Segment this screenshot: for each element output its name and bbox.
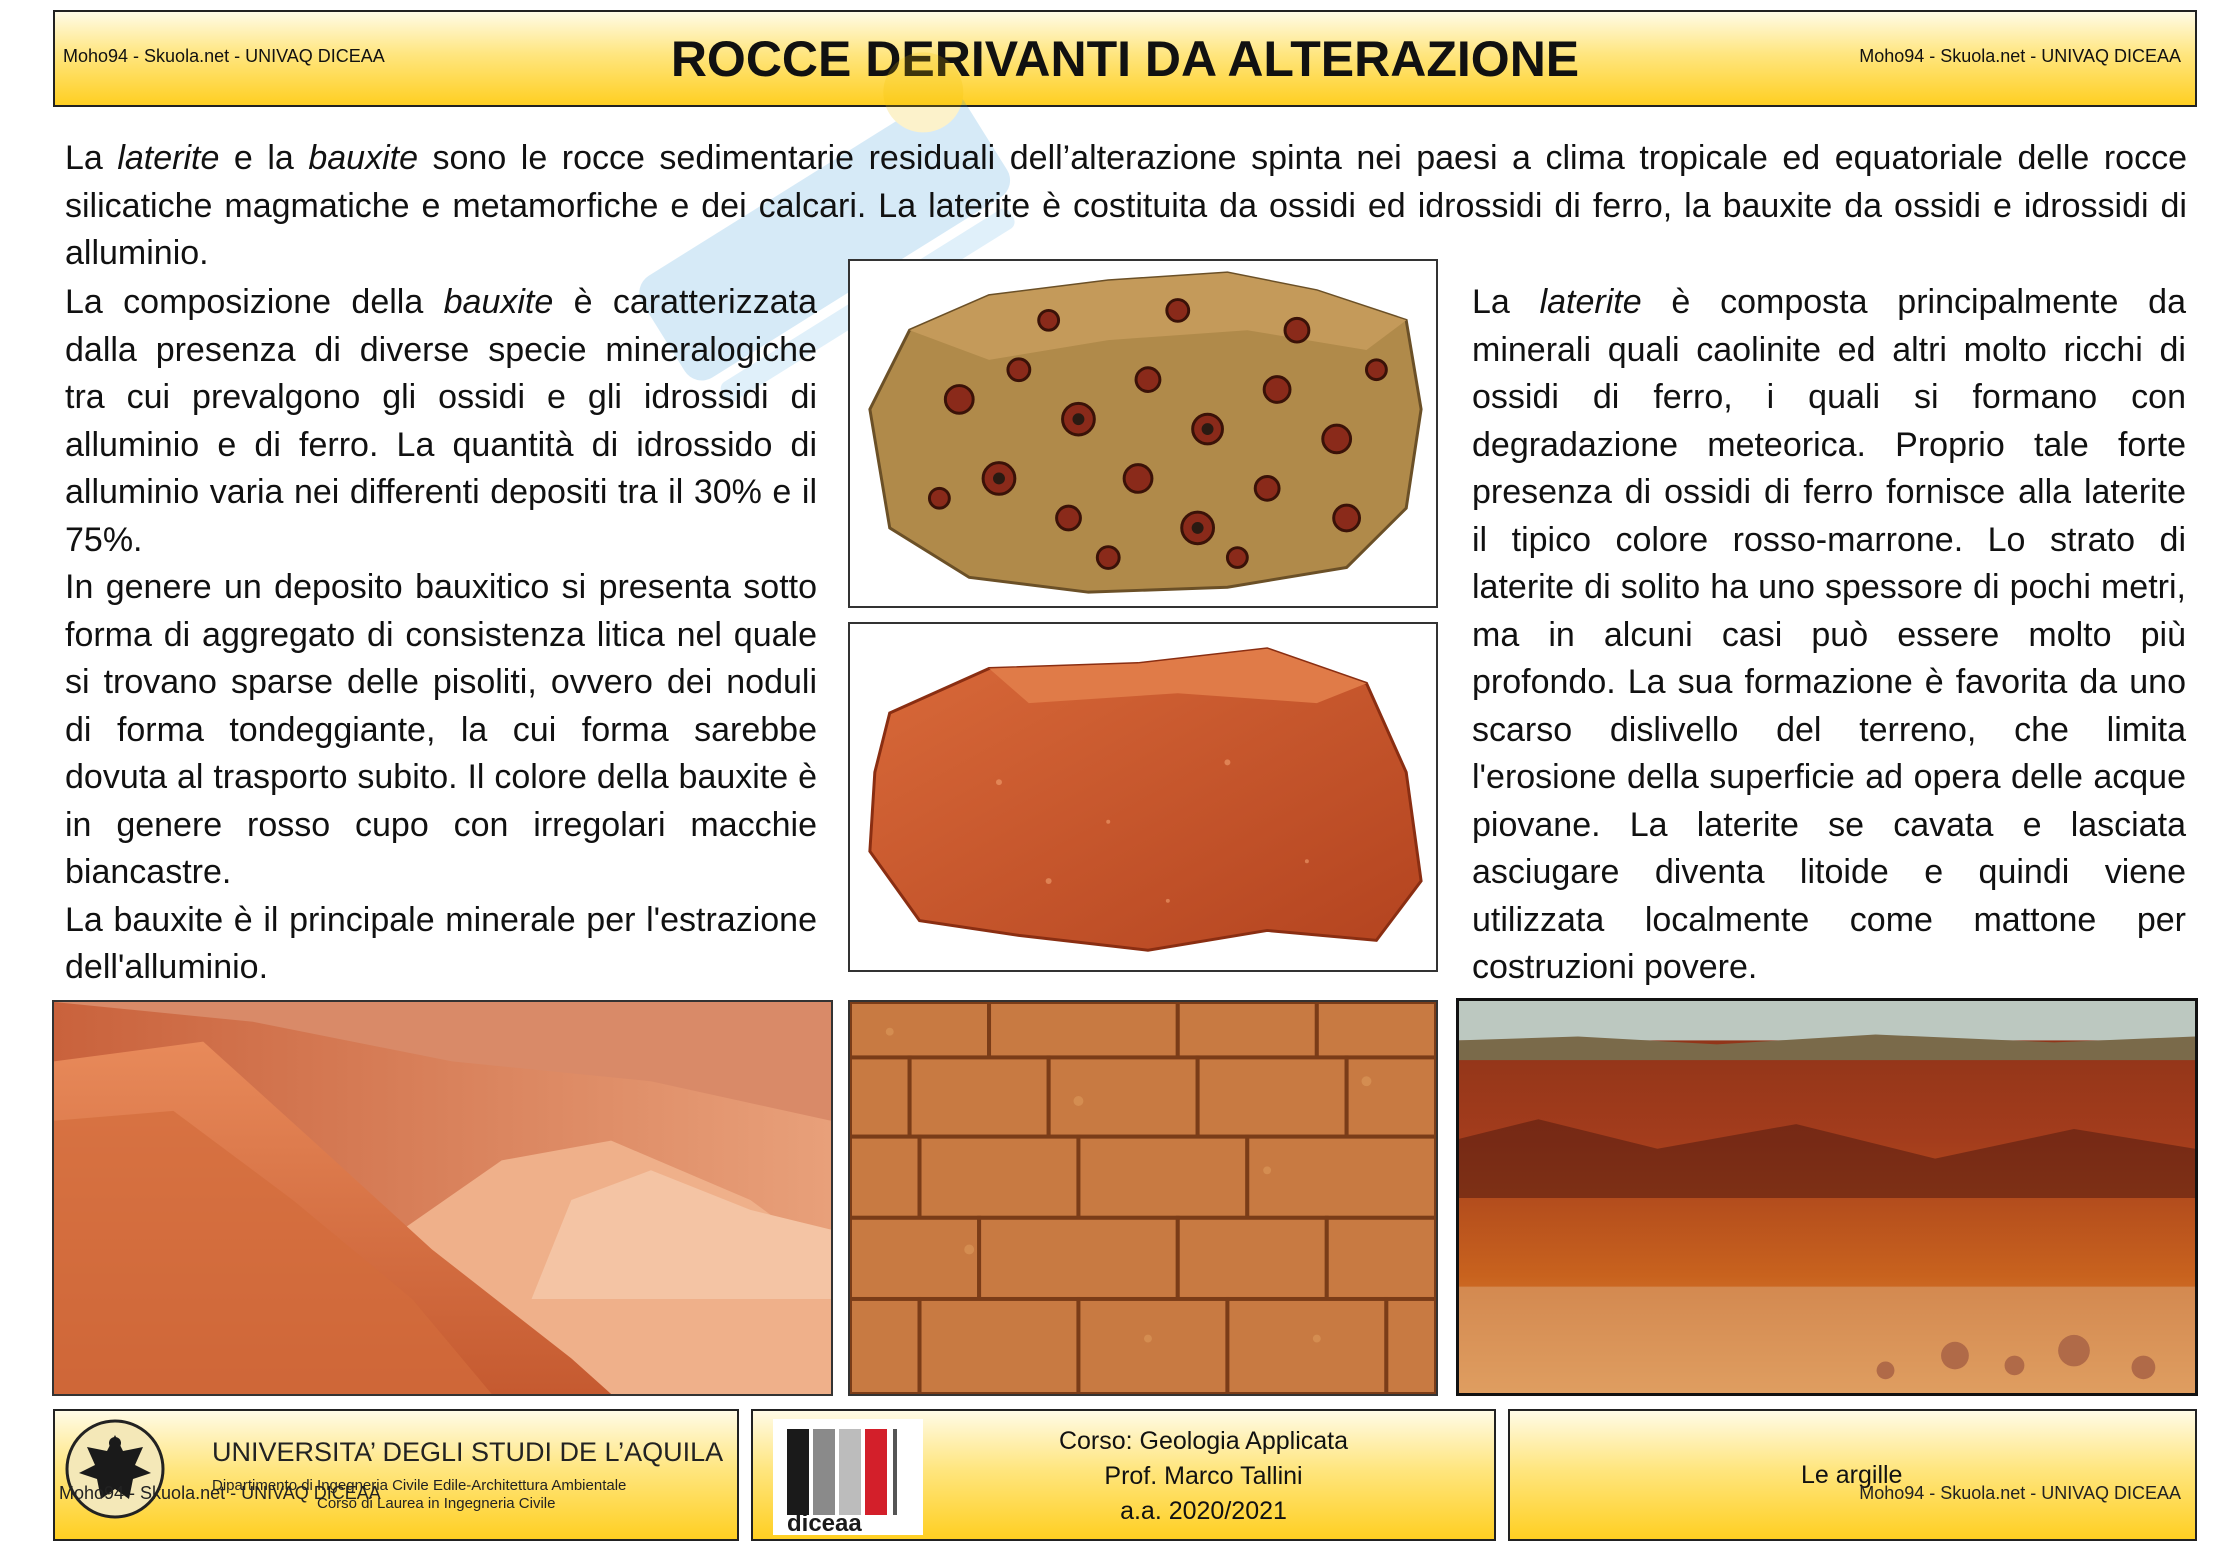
bauxite-paragraph-1: [65, 279, 817, 564]
academic-year: a.a. 2020/2021: [1120, 1497, 1287, 1525]
bauxite-paragraph-2: In genere un deposito bauxitico si presenta sotto forma di aggregato di consistenza litica nel quale si trovano sparse delle pisoliti, ovvero dei noduli di forma tondeggiante, la cui forma sarebbe dovuta al trasporto subito. Il colore della bauxite è in genere rosso cupo con irregolari macchie biancastre.: [65, 568, 817, 891]
department-name: Dipartimento di Ingegneria Civile Edile-Architettura Ambientale: [212, 1477, 627, 1494]
bauxite-p1-start: La composizione della: [65, 283, 444, 321]
laterite-soil-profile-photo: [1456, 998, 2198, 1396]
laterite-p-start: La: [1472, 283, 1540, 321]
intro-text-1: La: [65, 139, 118, 177]
intro-text-2: e la: [219, 139, 309, 177]
degree-course-name: Corso di Laurea in Ingegneria Civile: [317, 1495, 556, 1512]
bauxite-description: [65, 279, 817, 992]
footer-section-box: [1508, 1409, 2197, 1541]
intro-paragraph: [65, 135, 2187, 278]
bauxite-term: bauxite: [443, 283, 554, 321]
footer-watermark-right: Moho94 - Skuola.net - UNIVAQ DICEAA: [1859, 1483, 2181, 1503]
intro-text-3: sono le rocce sedimentarie residuali dell’alterazione spinta nei paesi a clima tropicale ed equatoriale delle rocce silicatiche magmatiche e metamorfiche e dei calcari. La laterite è costituita da ossidi ed idrossidi di ferro, la bauxite da ossidi e idrossidi di alluminio.: [65, 139, 2187, 272]
diceaa-logo-icon: [773, 1419, 923, 1535]
course-name: Corso: Geologia Applicata: [1058, 1427, 1349, 1455]
intro-laterite-term: laterite: [117, 139, 220, 177]
page-title: ROCCE DERIVANTI DA ALTERAZIONE: [670, 31, 1580, 87]
laterite-paragraph: [1472, 279, 2186, 992]
laterite-p-end: è composta principalmente da minerali quali caolinite ed altri molto ricchi di ossidi di ferro, i quali si formano con degradazione meteorica. Proprio tale forte presenza di ossidi di ferro fornisce alla laterite il tipico colore rosso-marrone. Lo strato di laterite di solito ha uno spessore di pochi metri, ma in alcuni casi può essere molto più profondo. La sua formazione è favorita da uno scarso dislivello del terreno, che limita l'erosione della superficie ad opera delle acque piovane. La laterite se cavata e lasciata asciugare diventa litoide e quindi viene utilizzata localmente come mattone per costruzioni povere.: [1472, 283, 2186, 986]
diceaa-wordmark: diceaa: [787, 1510, 862, 1535]
header-banner: [53, 10, 2197, 107]
bauxite-mine-landscape-photo: [52, 1000, 833, 1396]
laterite-description: [1472, 279, 2186, 992]
header-watermark-right: Moho94 - Skuola.net - UNIVAQ DICEAA: [1859, 46, 2181, 66]
footer-university-box: [53, 1409, 739, 1541]
header-watermark-left: Moho94 - Skuola.net - UNIVAQ DICEAA: [63, 46, 385, 66]
university-eagle-crest-icon: [63, 1417, 167, 1521]
course-professor: Prof. Marco Tallini: [1104, 1462, 1303, 1490]
laterite-specimen-photo: [848, 622, 1438, 972]
laterite-term: laterite: [1539, 283, 1642, 321]
bauxite-specimen-photo: [848, 259, 1438, 608]
footer-course-box: [751, 1409, 1496, 1541]
footer-watermark-left: Moho94 - Skuola.net - UNIVAQ DICEAA: [59, 1483, 381, 1503]
section-label: Le argille: [1801, 1461, 1903, 1489]
university-name: UNIVERSITA’ DEGLI STUDI DE L’AQUILA: [212, 1437, 724, 1467]
bauxite-p1-end: è caratterizzata dalla presenza di diverse specie mineralogiche tra cui prevalgono gli ossidi e gli idrossidi di alluminio e di ferro. La quantità di idrossido di alluminio varia nei differenti depositi tra il 30% e il 75%.: [65, 283, 817, 559]
laterite-brick-wall-photo: [848, 1000, 1438, 1396]
intro-bauxite-term: bauxite: [308, 139, 418, 177]
bauxite-paragraph-3: La bauxite è il principale minerale per l'estrazione dell'alluminio.: [65, 900, 817, 986]
